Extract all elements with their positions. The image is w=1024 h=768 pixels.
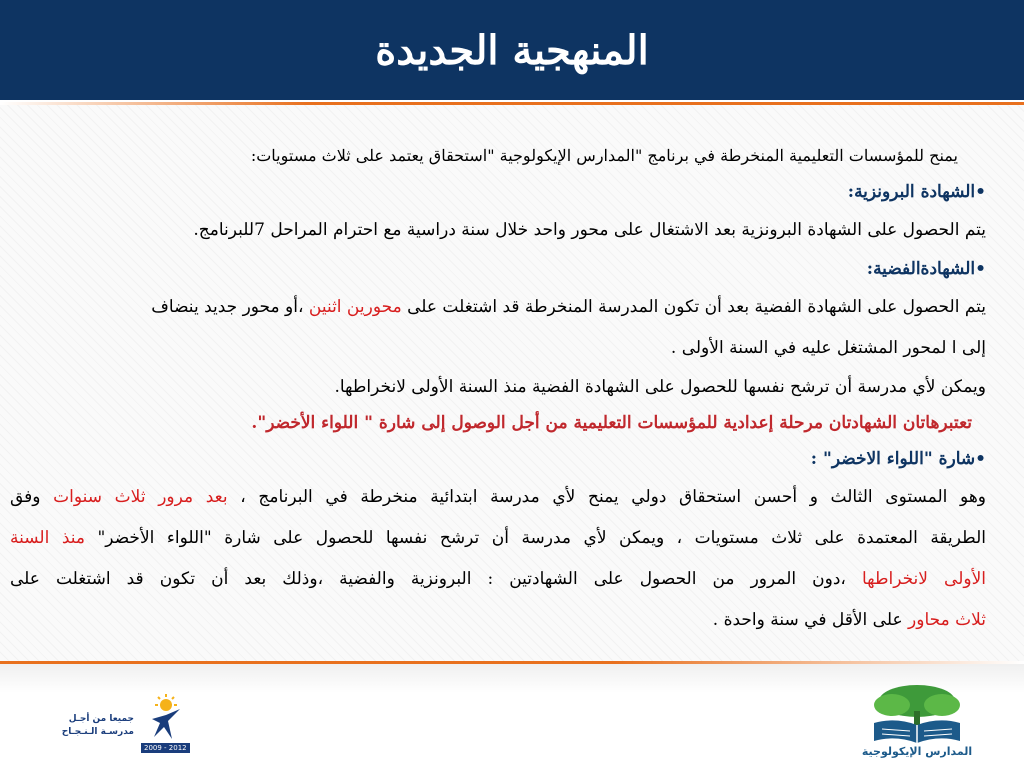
eco-schools-logo [826,683,1008,763]
intro-text: يمنح للمؤسسات التعليمية المنخرطة في برنامج "المدارس الإيكولوجية "استحقاق يعتمد على ثلاث مستويات: [250,146,958,165]
silver-text-line-1 [10,287,986,328]
green-first-year-emphasis: منذ السنة [10,528,85,548]
green-text-part-d: ،دون المرور من الحصول على الشهادتين : البرونزية والفضية ،وذلك بعد أن تكون قد اشتغلت على [10,569,862,589]
school-success-logo-text [34,713,134,739]
green-text-line-3 [10,559,986,600]
school-success-logo [34,693,194,755]
silver-text-line-3: ويمكن لأي مدرسة أن ترشح نفسها للحصول على الشهادة الفضية منذ السنة الأولى لانخراطها. [334,377,986,397]
silver-text-part-a: يتم الحصول على الشهادة الفضية بعد أن تكون المدرسة المنخرطة قد اشتغلت على [401,297,986,317]
silver-text-line-2: إلى ا لمحور المشتغل عليه في السنة الأولى . [670,338,986,358]
green-three-years-emphasis: بعد مرور ثلاث سنوات [53,487,228,507]
silver-text-part-b: ،أو محور جديد ينضاف [151,297,309,317]
bronze-text: يتم الحصول على الشهادة البرونزية بعد الاشتغال على محور واحد خلال سنة دراسية مع احترام المراحل 7للبرنامج. [193,220,986,240]
green-three-axes-emphasis: ثلاث محاور [908,610,986,630]
green-enrollment-emphasis: الأولى لانخراطها [861,569,987,589]
green-flag-heading: •شارة "اللواء الاخضر" : [810,449,986,469]
green-text-part-a: وهو المستوى الثالث و أحسن استحقاق دولي يمنح لأي مدرسة ابتدائية منخرطة في البرنامج ، [227,487,986,507]
green-text-line-2 [10,518,986,559]
bronze-heading: •الشهادة البرونزية: [847,182,986,202]
tree-book-icon [862,683,972,745]
eco-schools-logo-text: المدارس الإيكولوجية [861,745,973,758]
silver-heading: •الشهادةالفضية: [866,259,986,279]
silver-two-axes-emphasis: محورين اثنين [308,297,402,317]
preparatory-stage-highlight: تعتبرهاتان الشهادتان مرحلة إعدادية للمؤسسات التعليمية من أجل الوصول إلى شارة " اللواء الأخضر". [251,413,972,433]
logo-line-1: جميعا من أجـل [68,714,134,724]
slide-content [10,138,986,641]
green-text-line-1 [10,477,986,518]
slide-title: المنهجية الجديدة [375,26,649,74]
logo-line-2: مدرسـة الـنـجـاح [61,727,134,737]
title-bar [0,0,1024,100]
logo-years: 2009 - 2012 [141,743,190,753]
sun-figure-icon [138,693,188,743]
green-text-part-b: وفق [10,487,54,507]
green-text-line-4 [10,600,986,641]
footer-divider [0,661,1024,664]
green-text-part-c: الطريقة المعتمدة على ثلاث مستويات ، ويمكن لأي مدرسة أن ترشح نفسها للحصول على شارة "اللواء الأخضر" [84,528,986,548]
green-text-part-e: على الأقل في سنة واحدة . [712,610,909,630]
